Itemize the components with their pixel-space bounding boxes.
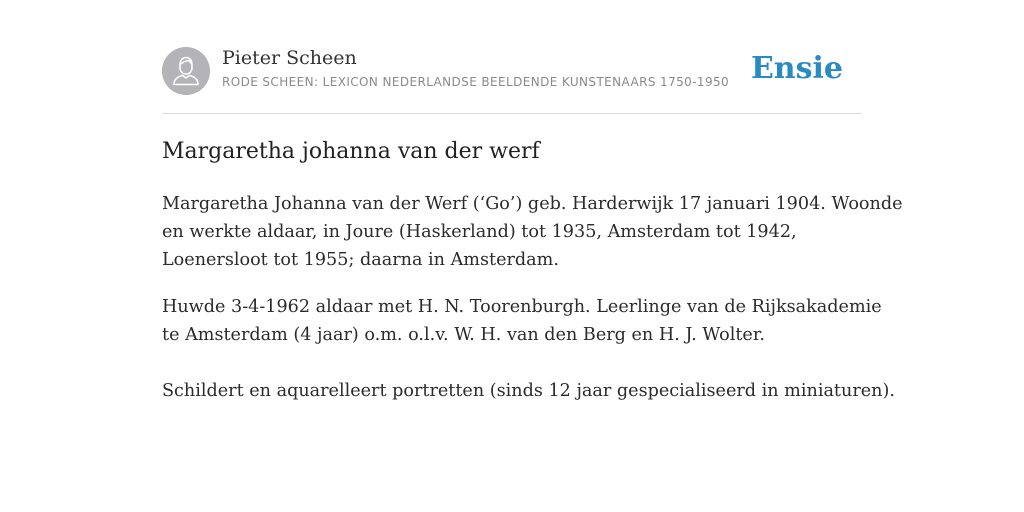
source-title[interactable]: RODE SCHEEN: LEXICON NEDERLANDSE BEELDENDE KUNSTENAARS 1750-1950	[222, 75, 730, 89]
paragraph-work	[162, 377, 895, 405]
text-line: en werkte aldaar, in Joure (Haskerland) tot 1935, Amsterdam tot 1942,	[162, 222, 797, 242]
divider	[162, 113, 862, 114]
text-line: te Amsterdam (4 jaar) o.m. o.l.v. W. H. van den Berg en H. J. Wolter.	[162, 325, 765, 345]
author-name[interactable]: Pieter Scheen	[222, 47, 357, 69]
user-avatar-icon[interactable]	[162, 47, 210, 95]
ensie-logo[interactable]: Ensie	[750, 51, 843, 86]
paragraph-biography	[162, 190, 903, 274]
article-header	[162, 46, 862, 96]
text-line: Huwde 3-4-1962 aldaar met H. N. Toorenburgh. Leerlinge van de Rijksakademie	[162, 297, 882, 317]
text-line: Loenersloot tot 1955; daarna in Amsterdam.	[162, 250, 559, 270]
text-line: Schildert en aquarelleert portretten (sinds 12 jaar gespecialiseerd in miniaturen).	[162, 381, 895, 401]
article-title: Margaretha johanna van der werf	[162, 139, 540, 164]
text-line: Margaretha Johanna van der Werf (‘Go’) geb. Harderwijk 17 januari 1904. Woonde	[162, 194, 903, 214]
paragraph-education	[162, 293, 882, 349]
